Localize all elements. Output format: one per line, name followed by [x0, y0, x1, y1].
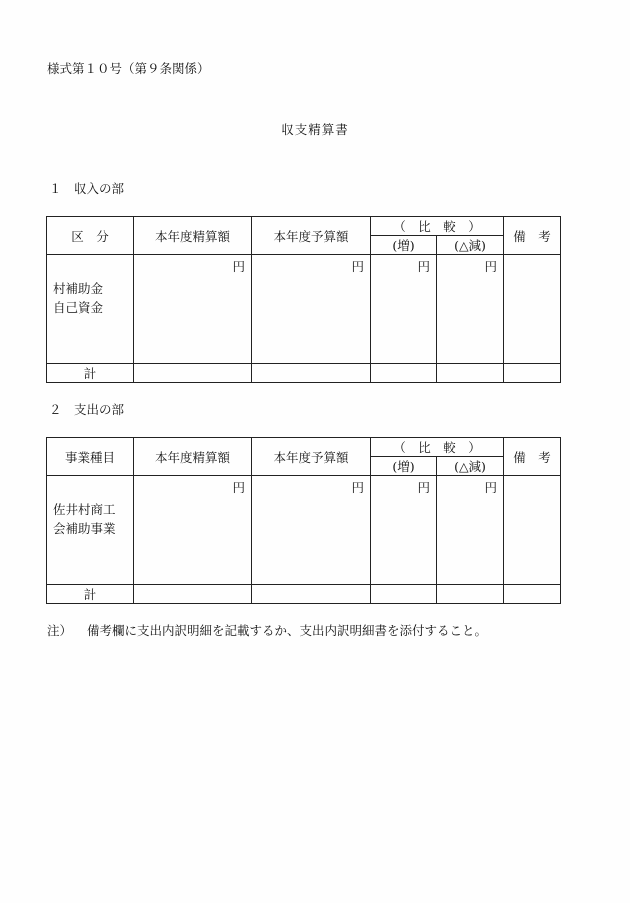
note-label: 注） [47, 623, 73, 638]
income-header-settled: 本年度精算額 [134, 217, 252, 255]
expense-section-heading: ２ 支出の部 [49, 402, 125, 417]
income-total-settled [134, 364, 252, 383]
expense-header-category: 事業種目 [47, 438, 134, 476]
income-row-label: 村補助金 自己資金 [47, 255, 134, 364]
expense-total-settled [134, 585, 252, 604]
expense-row-label: 佐井村商工 会補助事業 [47, 476, 134, 585]
expense-increase-cell: 円 [371, 476, 437, 585]
note-text: 備考欄に支出内訳明細を記載するか、支出内訳明細書を添付すること。 [87, 623, 488, 638]
income-header-budget: 本年度予算額 [252, 217, 371, 255]
income-header-decrease: (△減) [437, 236, 504, 255]
expense-total-label: 計 [47, 585, 134, 604]
income-header-increase: (増) [371, 236, 437, 255]
expense-header-increase: (増) [371, 457, 437, 476]
income-total-budget [252, 364, 371, 383]
expense-total-increase [371, 585, 437, 604]
income-total-label: 計 [47, 364, 134, 383]
expense-budget-cell: 円 [252, 476, 371, 585]
expense-header-decrease: (△減) [437, 457, 504, 476]
expense-settled-cell: 円 [134, 476, 252, 585]
income-budget-cell: 円 [252, 255, 371, 364]
income-total-decrease [437, 364, 504, 383]
income-total-increase [371, 364, 437, 383]
expense-header-settled: 本年度精算額 [134, 438, 252, 476]
expense-remarks-cell [504, 476, 561, 585]
income-remarks-cell [504, 255, 561, 364]
income-settled-cell: 円 [134, 255, 252, 364]
income-total-remarks [504, 364, 561, 383]
expense-header-remarks: 備 考 [504, 438, 561, 476]
expense-decrease-cell: 円 [437, 476, 504, 585]
expense-total-budget [252, 585, 371, 604]
expense-header-budget: 本年度予算額 [252, 438, 371, 476]
expense-total-remarks [504, 585, 561, 604]
income-header-category: 区 分 [47, 217, 134, 255]
income-header-remarks: 備 考 [504, 217, 561, 255]
income-section-heading: １ 収入の部 [49, 181, 125, 196]
form-number: 様式第１０号（第９条関係） [47, 61, 210, 76]
expense-total-decrease [437, 585, 504, 604]
income-table [46, 216, 561, 383]
expense-table [46, 437, 561, 604]
income-decrease-cell: 円 [437, 255, 504, 364]
income-increase-cell: 円 [371, 255, 437, 364]
note [47, 621, 487, 639]
expense-header-comparison: （ 比 較 ） [371, 438, 504, 457]
income-header-comparison: （ 比 較 ） [371, 217, 504, 236]
document-title: 収支精算書 [281, 122, 349, 137]
